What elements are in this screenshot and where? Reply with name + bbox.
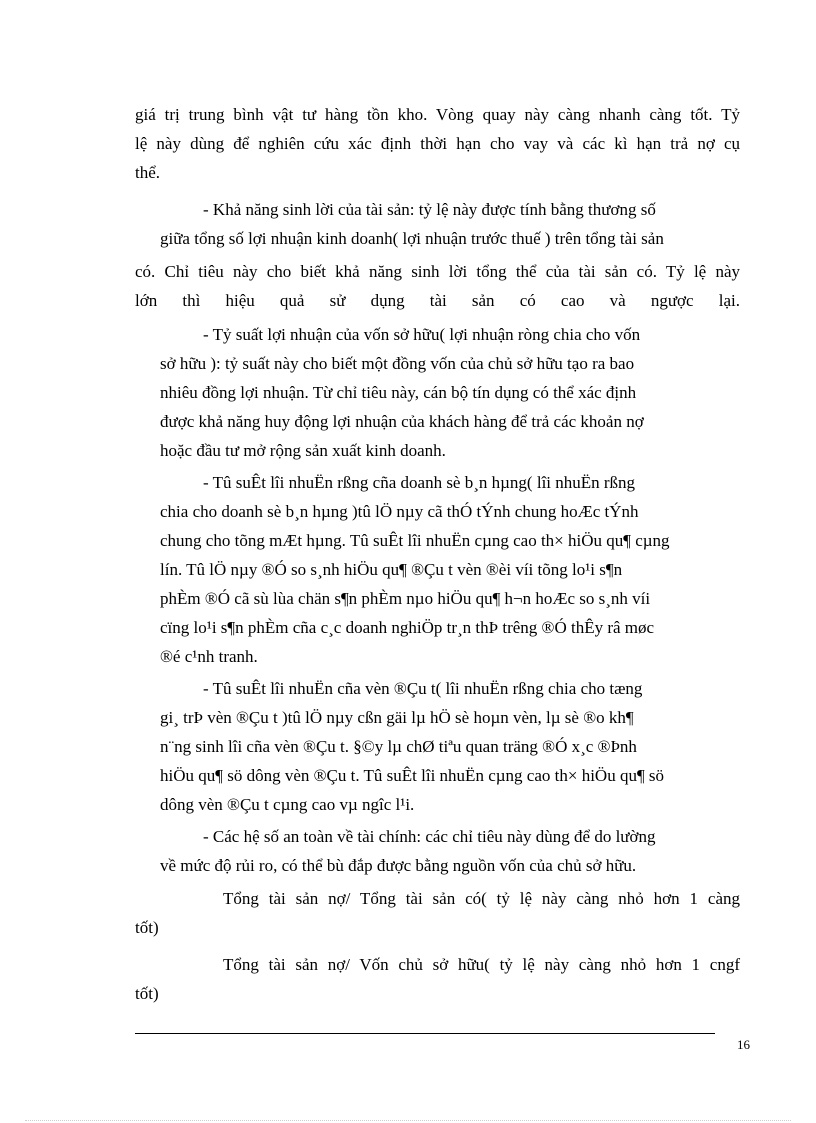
text-line: - Tû suÊt lîi nhuËn rßng cña doanh sè b¸n hµng( lîi nhuËn rßng <box>203 473 636 492</box>
paragraph-debt-to-assets <box>135 884 740 942</box>
text-line: sở hữu ): tỷ suất này cho biết một đồng vốn của chủ sở hữu tạo ra bao <box>160 354 635 373</box>
text-line: thể. <box>135 163 161 182</box>
text-line: hoặc đầu tư mở rộng sản xuất kinh doanh. <box>160 441 446 460</box>
text-line: - Tỷ suất lợi nhuận của vốn sở hữu( lợi nhuận ròng chia cho vốn <box>203 325 641 344</box>
page-number: 16 <box>737 1037 750 1052</box>
footer-rule <box>135 1033 715 1034</box>
paragraph-financial-safety <box>160 822 740 880</box>
text-line: nhiêu đồng lợi nhuận. Từ chỉ tiêu này, cán bộ tín dụng có thể xác định <box>160 383 637 402</box>
text-line: lớn thì hiệu quả sử dụng tài sản có cao và ngược lại. <box>135 291 740 310</box>
text-line: lín. Tû lÖ nµy ®Ó so s¸nh hiÖu qu¶ ®Çu t vèn ®èi víi tõng lo¹i s¶n <box>160 560 623 579</box>
text-line: phÈm ®Ó cã sù lùa chän s¶n phÈm nµo hiÖu qu¶ h¬n hoÆc so s¸nh víi <box>160 589 651 608</box>
text-line: Tổng tài sản nợ/ Tổng tài sản có( tỷ lệ này càng nhỏ hơn 1 càng <box>223 889 740 908</box>
paragraph-debt-to-equity <box>135 950 740 1008</box>
text-line: gi¸ trÞ vèn ®Çu t )tû lÖ nµy cßn gäi lµ hÖ sè hoµn vèn, lµ sè ®o kh¶ <box>160 708 634 727</box>
text-line: - Tû suÊt lîi nhuËn cña vèn ®Çu t( lîi nhuËn rßng chia cho tæng <box>203 679 643 698</box>
paragraph-investment-return <box>160 674 740 819</box>
text-line: lệ này dùng để nghiên cứu xác định thời hạn cho vay và các kì hạn trả nợ cụ <box>135 134 740 153</box>
text-line: giữa tổng số lợi nhuận kinh doanh( lợi nhuận trước thuế ) trên tổng tài sản <box>160 229 664 248</box>
text-line: tốt) <box>135 918 159 937</box>
text-line: Tổng tài sản nợ/ Vốn chủ sở hữu( tỷ lệ này càng nhỏ hơn 1 cngf <box>223 955 740 974</box>
text-line: hiÖu qu¶ sö dông vèn ®Çu t. Tû suÊt lîi nhuËn cµng cao th× hiÖu qu¶ sö <box>160 766 665 785</box>
text-line: tốt) <box>135 984 159 1003</box>
text-line: ®é c¹nh tranh. <box>160 647 258 666</box>
text-line: dông vèn ®Çu t cµng cao vµ ngîc l¹i. <box>160 795 415 814</box>
paragraph-equity-return <box>160 320 740 465</box>
text-line: cïng lo¹i s¶n phÈm cña c¸c doanh nghiÖp tr¸n thÞ trêng ®Ó thÊy râ møc <box>160 618 655 637</box>
text-line: chia cho doanh sè b¸n hµng )tû lÖ nµy cã thÓ tÝnh chung hoÆc tÝnh <box>160 502 639 521</box>
text-line: được khả năng huy động lợi nhuận của khách hàng để trả các khoản nợ <box>160 412 644 431</box>
text-line: n¨ng sinh lîi cña vèn ®Çu t. §©y lµ chØ tiªu quan träng ®Ó x¸c ®Þnh <box>160 737 637 756</box>
text-line: chung cho tõng mÆt hµng. Tû suÊt lîi nhuËn cµng cao th× hiÖu qu¶ cµng <box>160 531 670 550</box>
text-line: - Các hệ số an toàn về tài chính: các chỉ tiêu này dùng để do lường <box>203 827 656 846</box>
page-bottom-border <box>25 1120 791 1121</box>
text-line: về mức độ rủi ro, có thể bù đắp được bằng nguồn vốn của chủ sở hữu. <box>160 856 637 875</box>
paragraph-sales-margin <box>160 468 740 671</box>
paragraph-inventory-turnover <box>135 100 740 187</box>
text-line: - Khả năng sinh lời của tài sản: tỷ lệ này được tính bằng thương số <box>203 200 656 219</box>
text-line: giá trị trung bình vật tư hàng tồn kho. Vòng quay này càng nhanh càng tốt. Tỷ <box>135 105 740 124</box>
paragraph-asset-profitability <box>135 195 740 315</box>
text-line: có. Chỉ tiêu này cho biết khả năng sinh lời tổng thể của tài sản có. Tỷ lệ này <box>135 262 740 281</box>
